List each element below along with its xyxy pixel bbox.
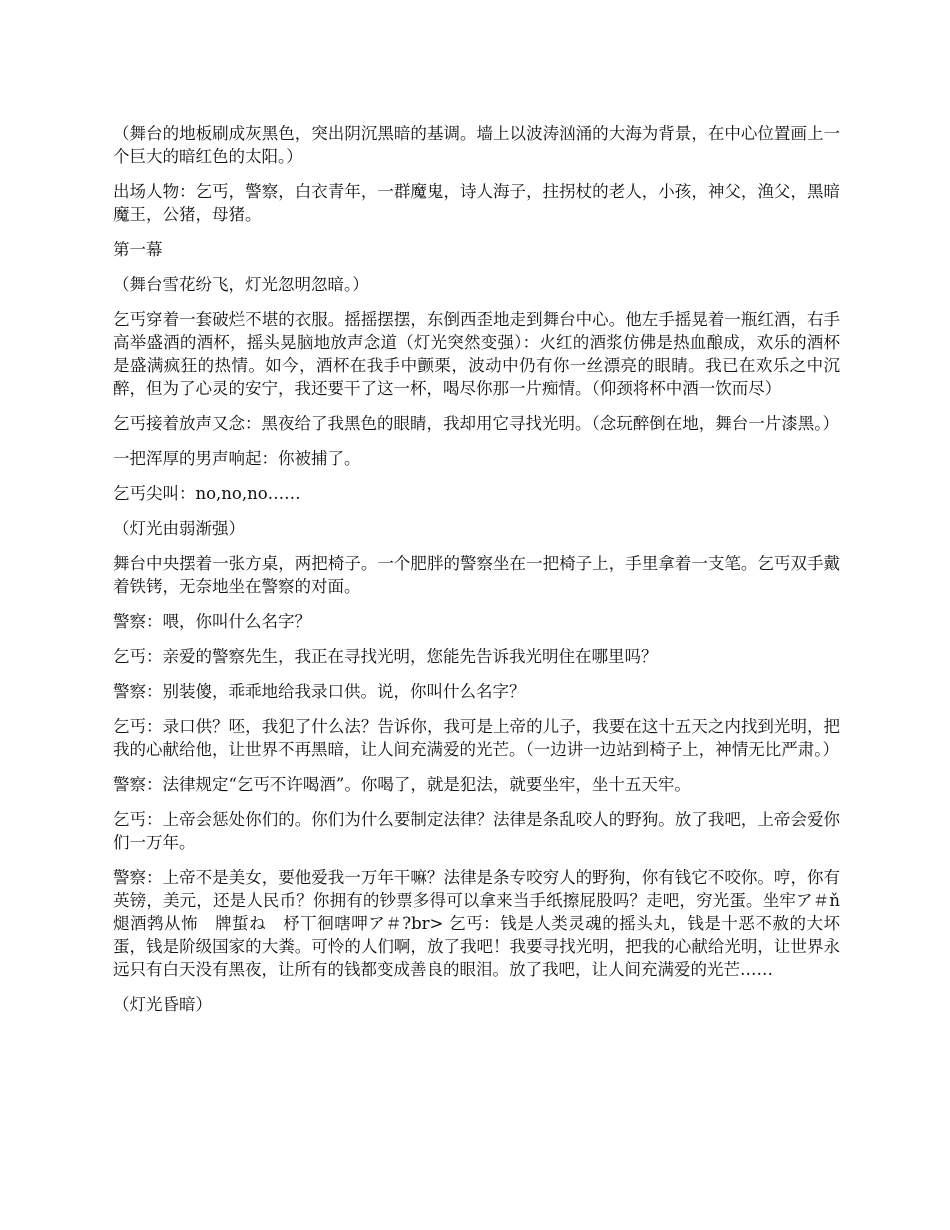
stage-direction: （灯光由弱渐强）: [113, 519, 245, 538]
dialogue-line: 警察：别装傻，乖乖地给我录口供。说，你叫什么名字？: [113, 682, 526, 701]
narrative-paragraph: 舞台中央摆着一张方桌，两把椅子。一个肥胖的警察坐在一把椅子上，手里拿着一支笔。乞丐双手戴着铁铐，无奈地坐在警察的对面。: [113, 554, 840, 596]
stage-direction: （舞台雪花纷飞，灯光忽明忽暗。）: [113, 275, 369, 294]
dialogue-line: 乞丐：录口供？呸，我犯了什么法？告诉你，我可是上帝的儿子，我要在这十五天之内找到光明，把我的心献给他，让世界不再黑暗，让人间充满爱的光芒。（一边讲一边站到椅子上，神情无比严肃。）: [113, 717, 840, 759]
narrative-paragraph: 乞丐接着放声又念：黑夜给了我黑色的眼睛，我却用它寻找光明。（念玩醉倒在地，舞台一片漆黑。）: [113, 414, 839, 433]
dialogue-line: 警察：法律规定“乞丐不许喝酒”。你喝了，就是犯法，就要坐牢，坐十五天牢。: [113, 775, 691, 794]
narrative-paragraph: 乞丐穿着一套破烂不堪的衣服。摇摇摆摆，东倒西歪地走到舞台中心。他左手摇晃着一瓶红酒，右手高举盛酒的酒杯，摇头晃脑地放声念道（灯光突然变强）：火红的酒浆仿佛是热血酿成，欢乐的酒杯是盛满疯狂的热情。如今，酒杯在我手中颤栗，波动中仍有你一丝漂亮的眼睛。我已在欢乐之中沉醉，但为了心灵的安宁，我还要干了这一杯，喝尽你那一片痴情。（仰颈将杯中酒一饮而尽）: [113, 310, 840, 398]
dialogue-line: 乞丐：上帝会惩处你们的。你们为什么要制定法律？法律是条乱咬人的野狗。放了我吧，上帝会爱你们一万年。: [113, 810, 840, 852]
stage-direction: （灯光昏暗）: [113, 995, 212, 1014]
dialogue-line: 警察：喂，你叫什么名字？: [113, 612, 311, 631]
dialogue-line: 乞丐尖叫：no,no,no……: [113, 484, 301, 503]
dialogue-line: 警察：上帝不是美女，要他爱我一万年干嘛？法律是条专咬穷人的野狗，你有钱它不咬你。哼，你有英镑，美元，还是人民币？你拥有的钞票多得可以拿来当手纸擦屁股吗？走吧，穷光蛋。坐牢ア＃ň 煺酒鹁从怖 牌蜇ね 杼丅徊嗐呷ア＃?br> 乞丐：钱是人类灵魂的摇头丸，钱是十恶不赦的大坏蛋，钱是阶级国家的大粪。可怜的人们啊，放了我吧！我要寻找光明，把我的心献给光明，让世界永远只有白天没有黑夜，让所有的钱都变成善良的眼泪。放了我吧，让人间充满爱的光芒……: [113, 868, 857, 979]
dialogue-line: 乞丐：亲爱的警察先生，我正在寻找光明，您能先告诉我光明住在哪里吗？: [113, 647, 658, 666]
cast-list: 出场人物：乞丐，警察，白衣青年，一群魔鬼，诗人海子，拄拐杖的老人，小孩，神父，渔父，黑暗魔王，公猪，母猪。: [113, 182, 840, 224]
stage-direction-setting: （舞台的地板刷成灰黑色，突出阴沉黑暗的基调。墙上以波涛汹涌的大海为背景，在中心位置画上一个巨大的暗红色的太阳。）: [113, 124, 840, 166]
document-page: [113, 122, 857, 1028]
dialogue-line: 一把浑厚的男声响起：你被捕了。: [113, 449, 361, 468]
act-heading: 第一幕: [113, 240, 163, 259]
